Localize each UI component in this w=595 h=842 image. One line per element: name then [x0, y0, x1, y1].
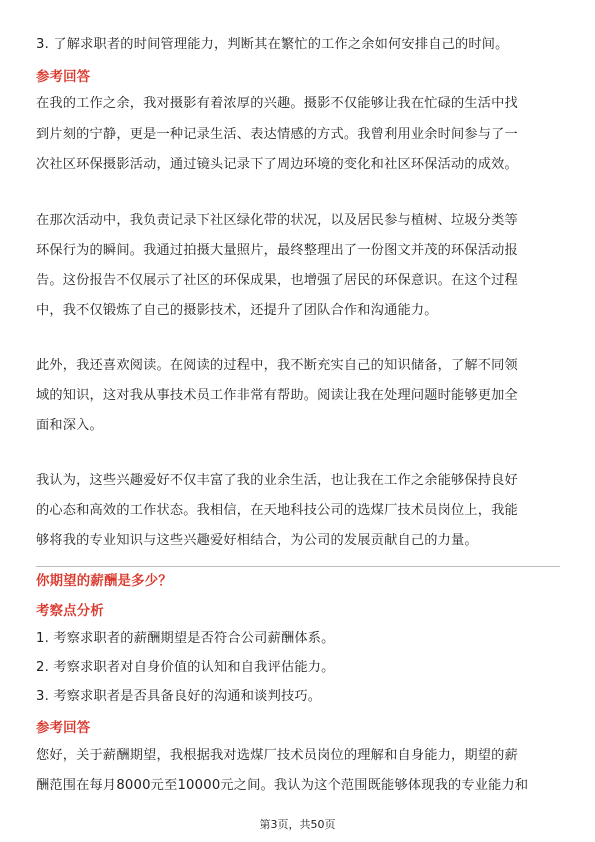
criteria-item-2: 2. 考察求职者对自身价值的认知和自我评估能力。	[36, 660, 335, 675]
answer-line: 告。这份报告不仅展示了社区的环保成果，也增强了居民的环保意识。在这个过程	[36, 273, 518, 288]
answer-line: 环保行为的瞬间。我通过拍摄大量照片，最终整理出了一份图文并茂的环保活动报	[36, 243, 518, 258]
criteria-item-3: 3. 考察求职者是否具备良好的沟通和谈判技巧。	[36, 689, 322, 704]
answer-line: 够将我的专业知识与这些兴趣爱好相结合，为公司的发展贡献自己的力量。	[36, 533, 478, 548]
answer-line: 到片刻的宁静，更是一种记录生活、表达情感的方式。我曾利用业余时间参与了一	[36, 127, 518, 142]
answer-line: 在我的工作之余，我对摄影有着浓厚的兴趣。摄影不仅能够让我在忙碌的生活中找	[36, 96, 518, 111]
answer-line: 面和深入。	[36, 418, 103, 433]
criteria-item-1: 1. 考察求职者的薪酬期望是否符合公司薪酬体系。	[36, 631, 335, 646]
answer-line: 次社区环保摄影活动，通过镜头记录下了周边环境的变化和社区环保活动的成效。	[36, 157, 518, 172]
answer-line: 在那次活动中，我负责记录下社区绿化带的状况，以及居民参与植树、垃圾分类等	[36, 213, 518, 228]
section-divider	[36, 566, 560, 567]
answer-line: 酬范围在每月8000元至10000元之间。我认为这个范围既能够体现我的专业能力和	[36, 778, 529, 793]
criteria-item-3: 3. 了解求职者的时间管理能力，判断其在繁忙的工作之余如何安排自己的时间。	[36, 37, 509, 52]
answer-heading: 参考回答	[36, 721, 91, 736]
answer-line: 此外，我还喜欢阅读。在阅读的过程中，我不断充实自己的知识储备，了解不同领	[36, 358, 518, 373]
answer-line: 中，我不仅锻炼了自己的摄影技术，还提升了团队合作和沟通能力。	[36, 303, 438, 318]
page-number: 第3页，共50页	[259, 818, 336, 831]
criteria-heading: 考察点分析	[36, 604, 104, 619]
answer-heading: 参考回答	[36, 70, 91, 85]
answer-line: 我认为，这些兴趣爱好不仅丰富了我的业余生活，也让我在工作之余能够保持良好	[36, 473, 518, 488]
question-title: 你期望的薪酬是多少？	[36, 574, 172, 589]
answer-line: 您好，关于薪酬期望，我根据我对选煤厂技术员岗位的理解和自身能力，期望的薪	[36, 748, 518, 763]
answer-line: 的心态和高效的工作状态。我相信，在天地科技公司的选煤厂技术员岗位上，我能	[36, 503, 518, 518]
answer-line: 域的知识，这对我从事技术员工作非常有帮助。阅读让我在处理问题时能够更加全	[36, 388, 518, 403]
